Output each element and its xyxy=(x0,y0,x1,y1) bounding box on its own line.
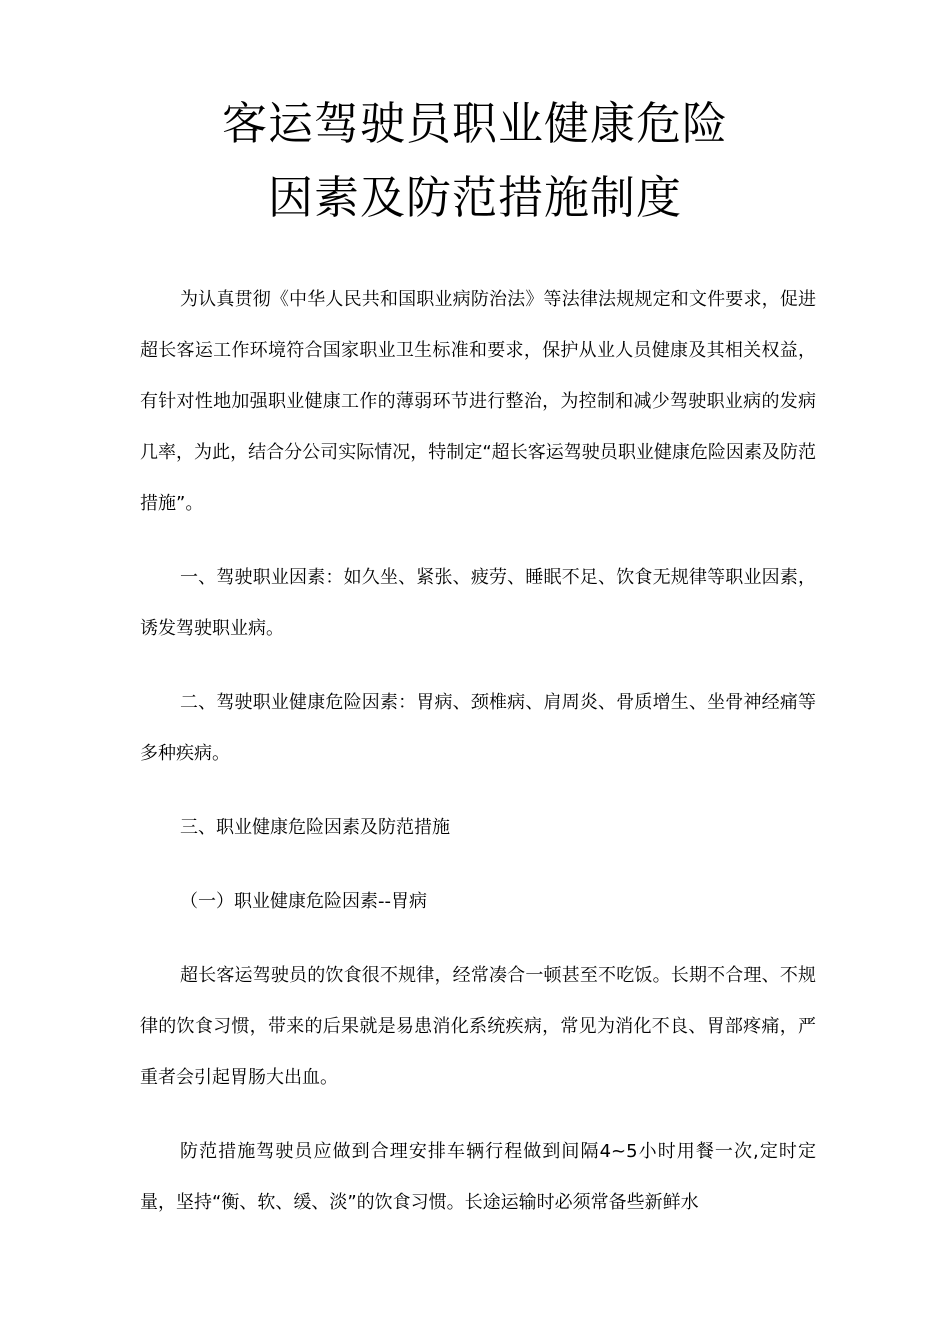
paragraph-section-1: 一、驾驶职业因素：如久坐、紧张、疲劳、睡眠不足、饮食无规律等职业因素，诱发驾驶职业病。 xyxy=(140,567,816,639)
paragraph-section-2: 二、驾驶职业健康危险因素：胃病、颈椎病、肩周炎、骨质增生、坐骨神经痛等多种疾病。 xyxy=(140,692,816,764)
document-body xyxy=(140,274,816,1228)
paragraph-subsection-1-heading: （一）职业健康危险因素--胃病 xyxy=(180,891,427,912)
paragraph-intro: 为认真贯彻《中华人民共和国职业病防治法》等法律法规规定和文件要求，促进超长客运工作环境符合国家职业卫生标准和要求，保护从业人员健康及其相关权益，有针对性地加强职业健康工作的薄弱环节进行整治，为控制和减少驾驶职业病的发病几率，为此，结合分公司实际情况，特制定“超长客运驾驶员职业健康危险因素及防范措施”。 xyxy=(140,289,816,514)
document-title-line-1: 客运驾驶员职业健康危险 xyxy=(221,97,728,150)
paragraph-stomach-risk: 超长客运驾驶员的饮食很不规律，经常凑合一顿甚至不吃饭。长期不合理、不规律的饮食习惯，带来的后果就是易患消化系统疾病，常见为消化不良、胃部疼痛，严重者会引起胃肠大出血。 xyxy=(140,965,816,1088)
paragraph-section-3-heading: 三、职业健康危险因素及防范措施 xyxy=(180,817,450,838)
document-title-line-2: 因素及防范措施制度 xyxy=(267,171,682,224)
paragraph-prevention: 防范措施驾驶员应做到合理安排车辆行程做到间隔4~5小时用餐一次,定时定量，坚持“衡、软、缓、淡”的饮食习惯。长途运输时必须常备些新鲜水 xyxy=(140,1141,816,1213)
